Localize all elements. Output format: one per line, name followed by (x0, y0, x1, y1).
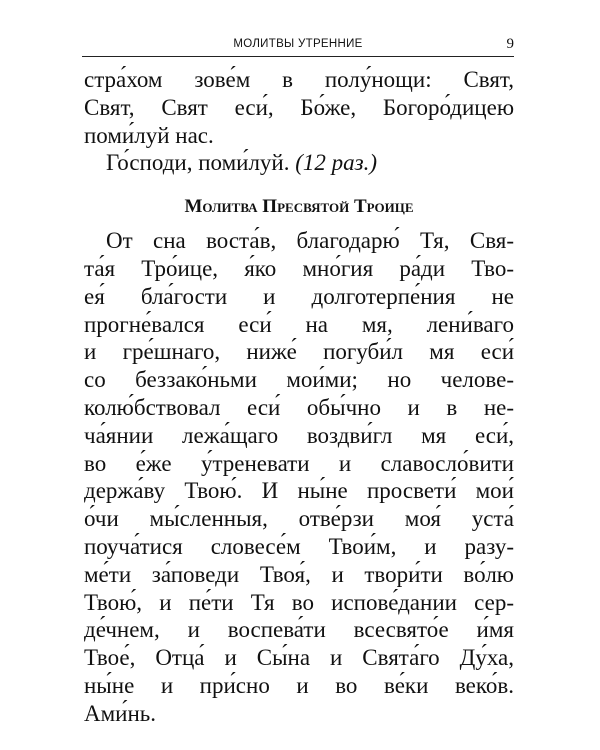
prayer-line: о́чи мы́сленныя, отве́рзи моя́ уста́ (84, 506, 514, 532)
prayer-line: прогне́вался еси́ на мя, лени́ваго (84, 311, 514, 337)
prayer-line: поуча́тися словесе́м Твои́м, и разу- (84, 533, 514, 559)
text-line: Свят, Свят еси́, Бо́же, Богоро́дицею (84, 94, 514, 120)
prayer-line: Твою́, и пе́ти Тя во испове́дании сер- (84, 589, 514, 615)
refrain-count: (12 раз.) (295, 150, 378, 176)
page-text (84, 66, 514, 728)
prayer-line: де́чнем, и воспева́ти всесвято́е и́мя (84, 617, 514, 643)
prayer-title: Молитва Пресвятой Троице (184, 196, 414, 218)
page-number: 9 (506, 36, 514, 52)
text-line: поми́луй нас. (84, 122, 214, 148)
prayer-line: ея́ бла́гости и долготерпе́ния не (84, 283, 514, 309)
prayer-line: колю́бствовал еси́ обы́чно и в не- (84, 394, 514, 420)
prayer-line: ме́ти за́поведи Твоя́, и твори́ти во́лю (84, 561, 514, 587)
text-line: стра́хом зове́м в полу́нощи: Свят, (84, 67, 514, 92)
prayer-line: Ами́нь. (84, 700, 157, 726)
prayer-line: и гре́шнаго, ниже́ погуби́л мя еси́ (84, 339, 514, 365)
running-head (82, 36, 514, 54)
prayer-line: ны́не и при́сно и во ве́ки веко́в. (84, 672, 514, 698)
prayer-line: со беззако́ньми мои́ми; но челове- (84, 367, 514, 393)
prayer-line: Твое́, Отца́ и Сы́на и Свята́го Ду́ха, (84, 645, 514, 671)
prayer-line: во е́же у́треневати и славосло́вити (84, 450, 514, 476)
refrain-text: Го́споди, поми́луй. (106, 150, 296, 176)
prayer-line: ча́янии лежа́щаго воздви́гл мя еси́, (84, 422, 514, 448)
prayer-line: та́я Тро́ице, я́ко мно́гия ра́ди Тво- (84, 255, 514, 281)
running-title: МОЛИТВЫ УТРЕННИЕ (233, 38, 363, 50)
refrain-line (84, 149, 514, 177)
prayer-line: держа́ву Твою́. И ны́не просвети́ мои́ (84, 478, 514, 504)
header-rule (82, 56, 514, 57)
prayer-line: От сна воста́в, благодарю́ Тя, Свя- (106, 228, 514, 254)
